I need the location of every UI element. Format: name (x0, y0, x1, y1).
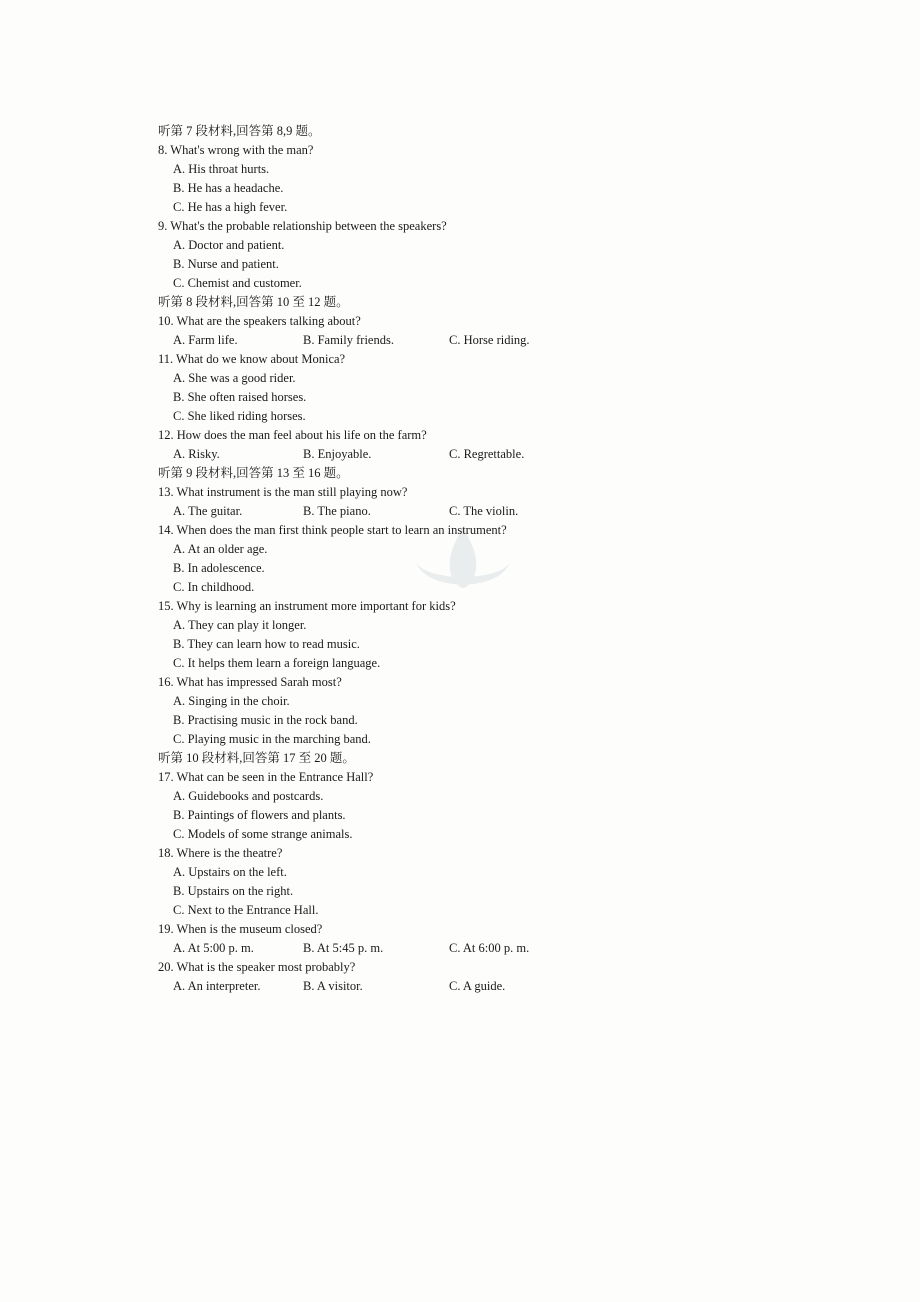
section-header: 听第 9 段材料,回答第 13 至 16 题。 (158, 466, 349, 480)
question-stem: 17. What can be seen in the Entrance Hall? (158, 770, 374, 784)
answer-option: B. At 5:45 p. m. (303, 941, 384, 955)
answer-option: C. Chemist and customer. (173, 276, 302, 290)
answer-option: A. Risky. (173, 447, 220, 461)
answer-option: C. The violin. (449, 504, 519, 518)
answer-option: A. Upstairs on the left. (173, 865, 287, 879)
answer-option: C. It helps them learn a foreign language. (173, 656, 381, 670)
answer-option: B. Practising music in the rock band. (173, 713, 358, 727)
answer-option: A. An interpreter. (173, 979, 261, 993)
answer-option: C. She liked riding horses. (173, 409, 306, 423)
question-list (158, 122, 798, 996)
answer-option: C. Next to the Entrance Hall. (173, 903, 319, 917)
answer-option: B. In adolescence. (173, 561, 265, 575)
question-stem: 16. What has impressed Sarah most? (158, 675, 342, 689)
option-row (158, 502, 798, 521)
answer-option: A. Guidebooks and postcards. (173, 789, 324, 803)
answer-option: A. The guitar. (173, 504, 243, 518)
answer-option: C. At 6:00 p. m. (449, 941, 530, 955)
question-stem: 12. How does the man feel about his life on the farm? (158, 428, 427, 442)
answer-option: B. Enjoyable. (303, 447, 372, 461)
answer-option: B. Nurse and patient. (173, 257, 279, 271)
answer-option: A. His throat hurts. (173, 162, 270, 176)
answer-option: C. Horse riding. (449, 333, 530, 347)
answer-option: A. Doctor and patient. (173, 238, 285, 252)
option-row (158, 939, 798, 958)
section-header: 听第 8 段材料,回答第 10 至 12 题。 (158, 295, 349, 309)
question-stem: 18. Where is the theatre? (158, 846, 283, 860)
answer-option: B. A visitor. (303, 979, 363, 993)
answer-option: B. Paintings of flowers and plants. (173, 808, 346, 822)
question-stem: 20. What is the speaker most probably? (158, 960, 356, 974)
section-header: 听第 7 段材料,回答第 8,9 题。 (158, 124, 321, 138)
option-row (158, 445, 798, 464)
answer-option: B. Upstairs on the right. (173, 884, 294, 898)
question-stem: 10. What are the speakers talking about? (158, 314, 361, 328)
answer-option: A. Farm life. (173, 333, 238, 347)
answer-option: A. At 5:00 p. m. (173, 941, 254, 955)
option-row (158, 977, 798, 996)
answer-option: B. The piano. (303, 504, 371, 518)
answer-option: C. Regrettable. (449, 447, 525, 461)
answer-option: C. A guide. (449, 979, 506, 993)
answer-option: B. He has a headache. (173, 181, 284, 195)
answer-option: C. Playing music in the marching band. (173, 732, 371, 746)
question-stem: 13. What instrument is the man still playing now? (158, 485, 408, 499)
section-header: 听第 10 段材料,回答第 17 至 20 题。 (158, 751, 355, 765)
answer-option: C. Models of some strange animals. (173, 827, 353, 841)
answer-option: A. She was a good rider. (173, 371, 296, 385)
answer-option: B. Family friends. (303, 333, 394, 347)
answer-option: A. They can play it longer. (173, 618, 307, 632)
answer-option: A. At an older age. (173, 542, 268, 556)
answer-option: C. He has a high fever. (173, 200, 288, 214)
answer-option: B. She often raised horses. (173, 390, 307, 404)
answer-option: B. They can learn how to read music. (173, 637, 360, 651)
question-stem: 14. When does the man first think people start to learn an instrument? (158, 523, 507, 537)
question-stem: 15. Why is learning an instrument more important for kids? (158, 599, 456, 613)
question-stem: 11. What do we know about Monica? (158, 352, 346, 366)
question-stem: 9. What's the probable relationship between the speakers? (158, 219, 447, 233)
question-stem: 19. When is the museum closed? (158, 922, 323, 936)
question-stem: 8. What's wrong with the man? (158, 143, 314, 157)
option-row (158, 331, 798, 350)
answer-option: C. In childhood. (173, 580, 255, 594)
answer-option: A. Singing in the choir. (173, 694, 290, 708)
